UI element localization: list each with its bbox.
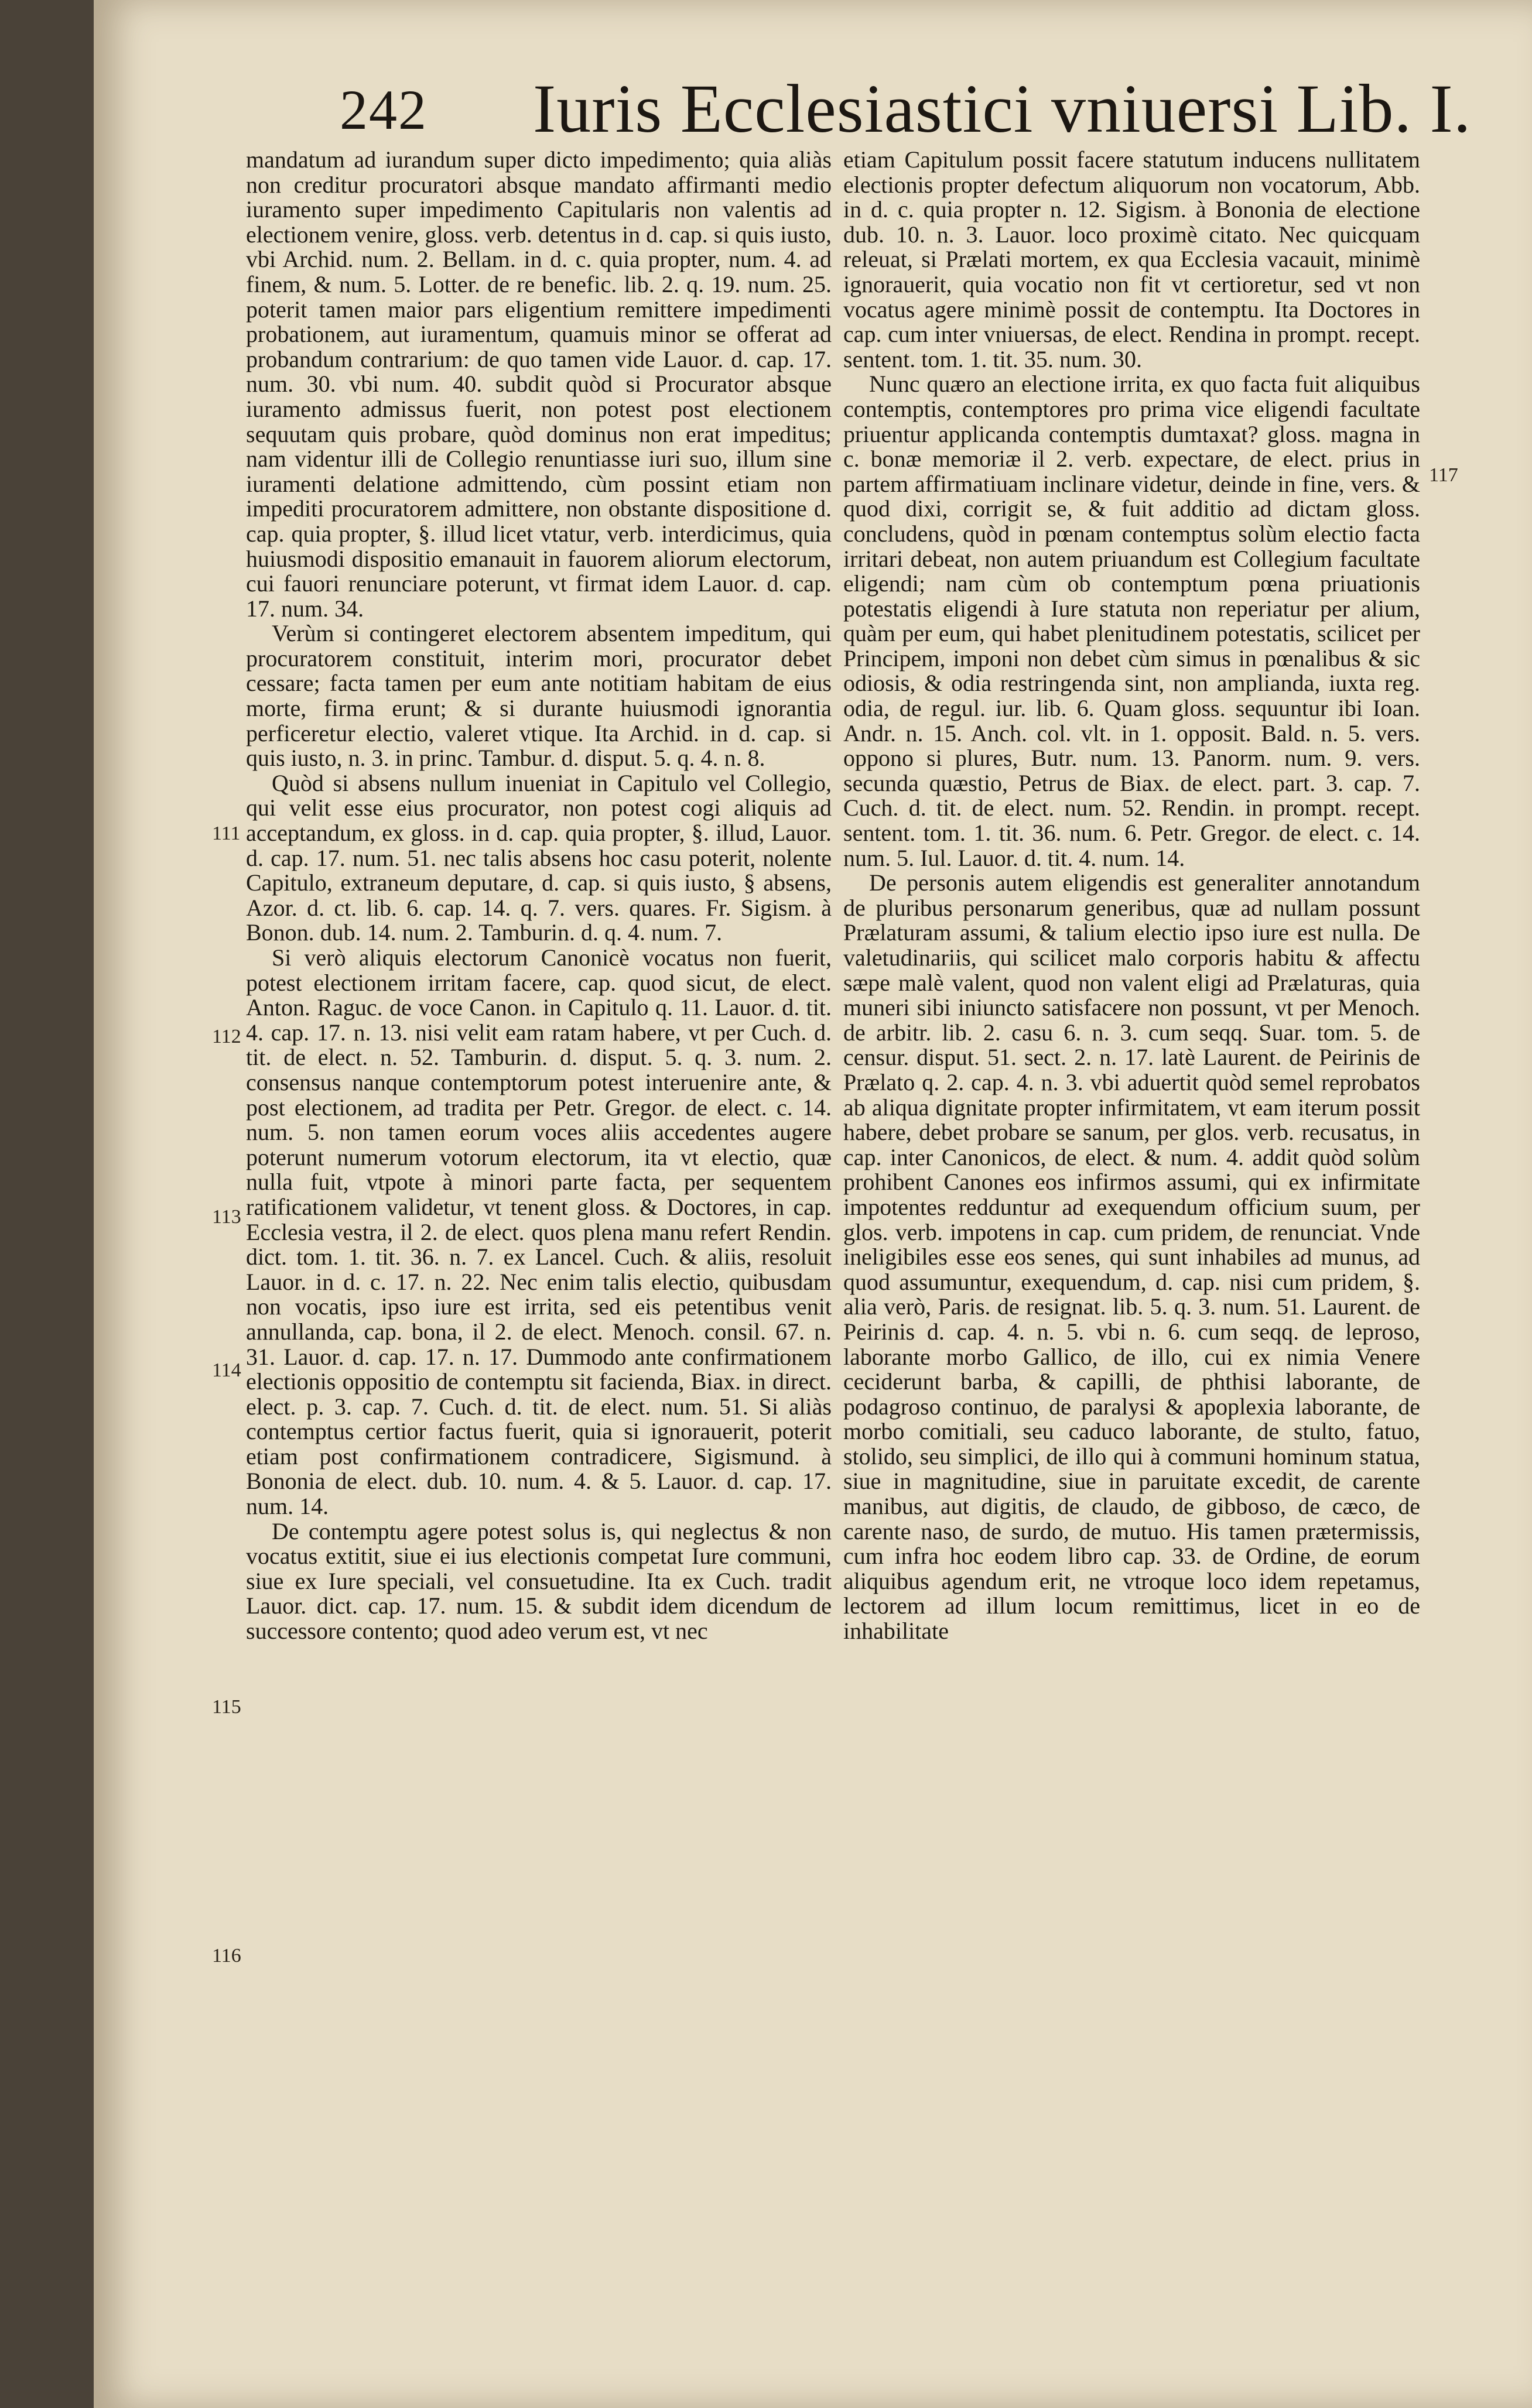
paragraph: Nunc quæro an electione irrita, ex quo facta fuit aliquibus contemptis, contemptores pro prima vice eligendi facultate priuentur applicanda contemptis dumtaxat? gloss. magna in c. bonæ memoriæ il 2. verb. expectare, de elect. prius in partem affirmatiuam inclinare videtur, deinde in fine, vers. & quod dixi, corrigit se, & fuit additio ad dictam gloss. concludens, quòd in pœnam contemptus solùm electio facta irritari debeat, non autem priuandum est Collegium facultate eligendi; nam cùm ob contemptum pœna priuationis potestatis eligendi à Iure statuta non reperiatur per alium, quàm per eum, qui habet plenitudinem potestatis, scilicet per Principem, imponi non debet cùm simus in pœnalibus & sic odiosis, & odia restringenda sint, non amplianda, iuxta reg. odia, de regul. iur. lib. 6. Quam gloss. sequuntur ibi Ioan. Andr. n. 15. Anch. col. vlt. in 1. opposit. Bald. n. 5. vers. oppono si plures, Butr. num. 13. Panorm. num. 9. vers. secunda quæstio, Petrus de Biax. de elect. part. 3. cap. 7. Cuch. d. tit. de elect. num. 52. Rendin. in prompt. recept. sentent. tom. 1. tit. 36. num. 6. Petr. Gregor. de elect. c. 14. num. 5. Iul. Lauor. d. tit. 4. num. 14. <box>843 371 1420 871</box>
margin-number: 117 <box>1429 464 1458 486</box>
page-number: 242 <box>340 78 428 141</box>
margin-number: 115 <box>212 1696 241 1718</box>
running-title: Iuris Ecclesiastici vniuersi Lib. I. <box>533 70 1472 147</box>
paragraph: mandatum ad iurandum super dicto impedimento; quia aliàs non creditur procuratori absque mandato affirmanti medio iuramento super impedimento Capitularis non valentis ad electionem venire, gloss. verb. detentus in d. cap. si quis iusto, vbi Archid. num. 2. Bellam. in d. c. quia propter, num. 4. ad finem, & num. 5. Lotter. de re benefic. lib. 2. q. 19. num. 25. poterit tamen maior pars eligentium remittere impedimenti probationem, aut iuramentum, quamuis minor se offerat ad probandum contrarium: de quo tamen vide Lauor. d. cap. 17. num. 30. vbi num. 40. subdit quòd si Procurator absque iuramento admissus fuerit, non potest post electionem sequutam quis probare, quòd dominus non erat impeditus; nam videntur illi de Collegio renuntiasse iuri suo, illum sine iuramenti delatione admittendo, cùm possint etiam non impediti procuratorem admittere, non obstante dispositione d. cap. quia propter, §. illud licet vtatur, verb. interdicimus, quia huiusmodi dispositio emanauit in fauorem aliorum electorum, cui fauori renunciare poterunt, vt firmat idem Lauor. d. cap. 17. num. 34. <box>246 146 832 622</box>
paragraph: Quòd si absens nullum inueniat in Capitulo vel Collegio, qui velit esse eius procurator, non potest cogi aliquis ad acceptandum, ex gloss. in d. cap. quia propter, §. illud, Lauor. d. cap. 17. num. 51. nec talis absens hoc casu poterit, nolente Capitulo, extraneum deputare, d. cap. si quis iusto, § absens, Azor. d. ct. lib. 6. cap. 14. q. 7. vers. quares. Fr. Sigism. à Bonon. dub. 14. num. 2. Tamburin. d. q. 4. num. 7. <box>246 769 832 946</box>
margin-number: 114 <box>212 1359 241 1381</box>
left-column <box>246 148 832 1644</box>
paragraph: De personis autem eligendis est generaliter annotandum de pluribus personarum generibus, quæ ad nullam possunt Prælaturam assumi, & talium electio ipso iure est nulla. De valetudinariis, qui scilicet malo corporis habitu & affectu sæpe malè valent, quod non valent eligi ad Prælaturas, quia muneri sibi iniuncto satisfacere non possunt, vt per Menoch. de arbitr. lib. 2. casu 6. n. 3. cum seqq. Suar. tom. 5. de censur. disput. 51. sect. 2. n. 17. latè Laurent. de Peirinis de Prælato q. 2. cap. 4. n. 3. vbi aduertit quòd semel reprobatos ab aliqua dignitate propter infirmitatem, vt eam iterum possit habere, debet probare se sanum, per glos. verb. recusatus, in cap. inter Canonicos, de elect. & num. 4. addit quòd solùm prohibent Canones eos infirmos assumi, qui ex infirmitate impotentes redduntur ad exequendum officium suum, per glos. verb. impotens in cap. cum pridem, de renunciat. Vnde ineligibiles esse eos senes, qui sunt inhabiles ad munus, ad quod assumuntur, exequendum, d. cap. nisi cum pridem, §. alia verò, Paris. de resignat. lib. 5. q. 3. num. 51. Laurent. de Peirinis d. cap. 4. n. 5. vbi n. 6. cum seqq. de leproso, laborante morbo Gallico, de illo, cui ex nimia Venere ceciderunt barba, & capilli, de phthisi laborante, de podagroso continuo, de paralysi & apoplexia laborante, de morbo comitiali, seu caduco laborante, de stulto, fatuo, stolido, seu simplici, de illo qui à communi hominum statua, siue in magnitudine, siue in paruitate excedit, de carente manibus, aut digitis, de claudo, de gibboso, de cæco, de carente naso, de surdo, de mutuo. His tamen prætermissis, cum infra hoc eodem libro cap. 33. de Ordine, de eorum aliquibus agendum erit, ne vtroque loco idem repetamus, lectorem ad illum locum remittimus, licet in eo de inhabilitate <box>843 869 1420 1645</box>
paragraph: De contemptu agere potest solus is, qui neglectus & non vocatus extitit, siue ei ius electionis competat Iure communi, siue ex Iure speciali, vel consuetudine. Ita ex Cuch. tradit Lauor. dict. cap. 17. num. 15. & subdit idem dicendum de successore contento; quod adeo verum est, vt nec <box>246 1518 832 1645</box>
page-header <box>340 69 1511 151</box>
paragraph: Verùm si contingeret electorem absentem impeditum, qui procuratorem constituit, interim mori, procurator debet cessare; facta tamen per eum ante notitiam habitam de eius morte, firma erunt; & si durante huiusmodi ignorantia perficeretur electio, valeret vtique. Ita Archid. in d. cap. si quis iusto, n. 3. in princ. Tambur. d. disput. 5. q. 4. n. 8. <box>246 620 832 772</box>
paragraph: Si verò aliquis electorum Canonicè vocatus non fuerit, potest electionem irritam facere, cap. quod sicut, de elect. Anton. Raguc. de voce Canon. in Capitulo q. 11. Lauor. d. tit. 4. cap. 17. n. 13. nisi velit eam ratam habere, vt per Cuch. d. tit. de elect. n. 52. Tamburin. d. disput. 5. q. 3. num. 2. consensus nanque contemptorum potest interuenire ante, & post electionem, ad tradita per Petr. Gregor. de elect. c. 14. num. 5. non tamen eorum voces aliis accedentes augere poterunt numerum votorum electorum, ita vt electio, quæ nulla fuit, vtpote à minori parte facta, per sequentem ratificationem validetur, vt tenent gloss. & Doctores, in cap. Ecclesia vestra, il 2. de elect. quos plena manu refert Rendin. dict. tom. 1. tit. 36. n. 7. ex Lancel. Cuch. & aliis, resoluit Lauor. in d. c. 17. n. 22. Nec enim talis electio, quibusdam non vocatis, ipso iure est irrita, sed eis petentibus venit annullanda, cap. bona, il 2. de elect. Menoch. consil. 67. n. 31. Lauor. d. cap. 17. n. 17. Dummodo ante confirmationem electionis oppositio de contemptu sit facienda, Biax. in direct. elect. p. 3. cap. 7. Cuch. d. tit. de elect. num. 51. Si aliàs contemptus certior factus fuerit, quia si ignorauerit, poterit etiam post confirmationem contradicere, Sigismund. à Bononia de elect. dub. 10. num. 4. & 5. Lauor. d. cap. 17. num. 14. <box>246 944 832 1520</box>
margin-number: 112 <box>212 1026 241 1047</box>
margin-number: 116 <box>212 1945 241 1967</box>
paragraph: etiam Capitulum possit facere statutum inducens nullitatem electionis propter defectum aliquorum non vocatorum, Abb. in d. c. quia propter n. 12. Sigism. à Bononia de electione dub. 10. n. 3. Lauor. loco proximè citato. Nec quicquam releuat, si Prælati mortem, ex qua Ecclesia vacauit, minimè ignorauerit, quia vocatio non fit vt certioretur, sed vt non vocatus agere minimè possit de contemptu. Ita Doctores in cap. cum inter vniuersas, de elect. Rendina in prompt. recept. sentent. tom. 1. tit. 35. num. 30. <box>843 146 1420 372</box>
margin-number: 113 <box>212 1206 241 1228</box>
margin-number: 111 <box>212 823 241 844</box>
right-column <box>843 148 1420 1644</box>
